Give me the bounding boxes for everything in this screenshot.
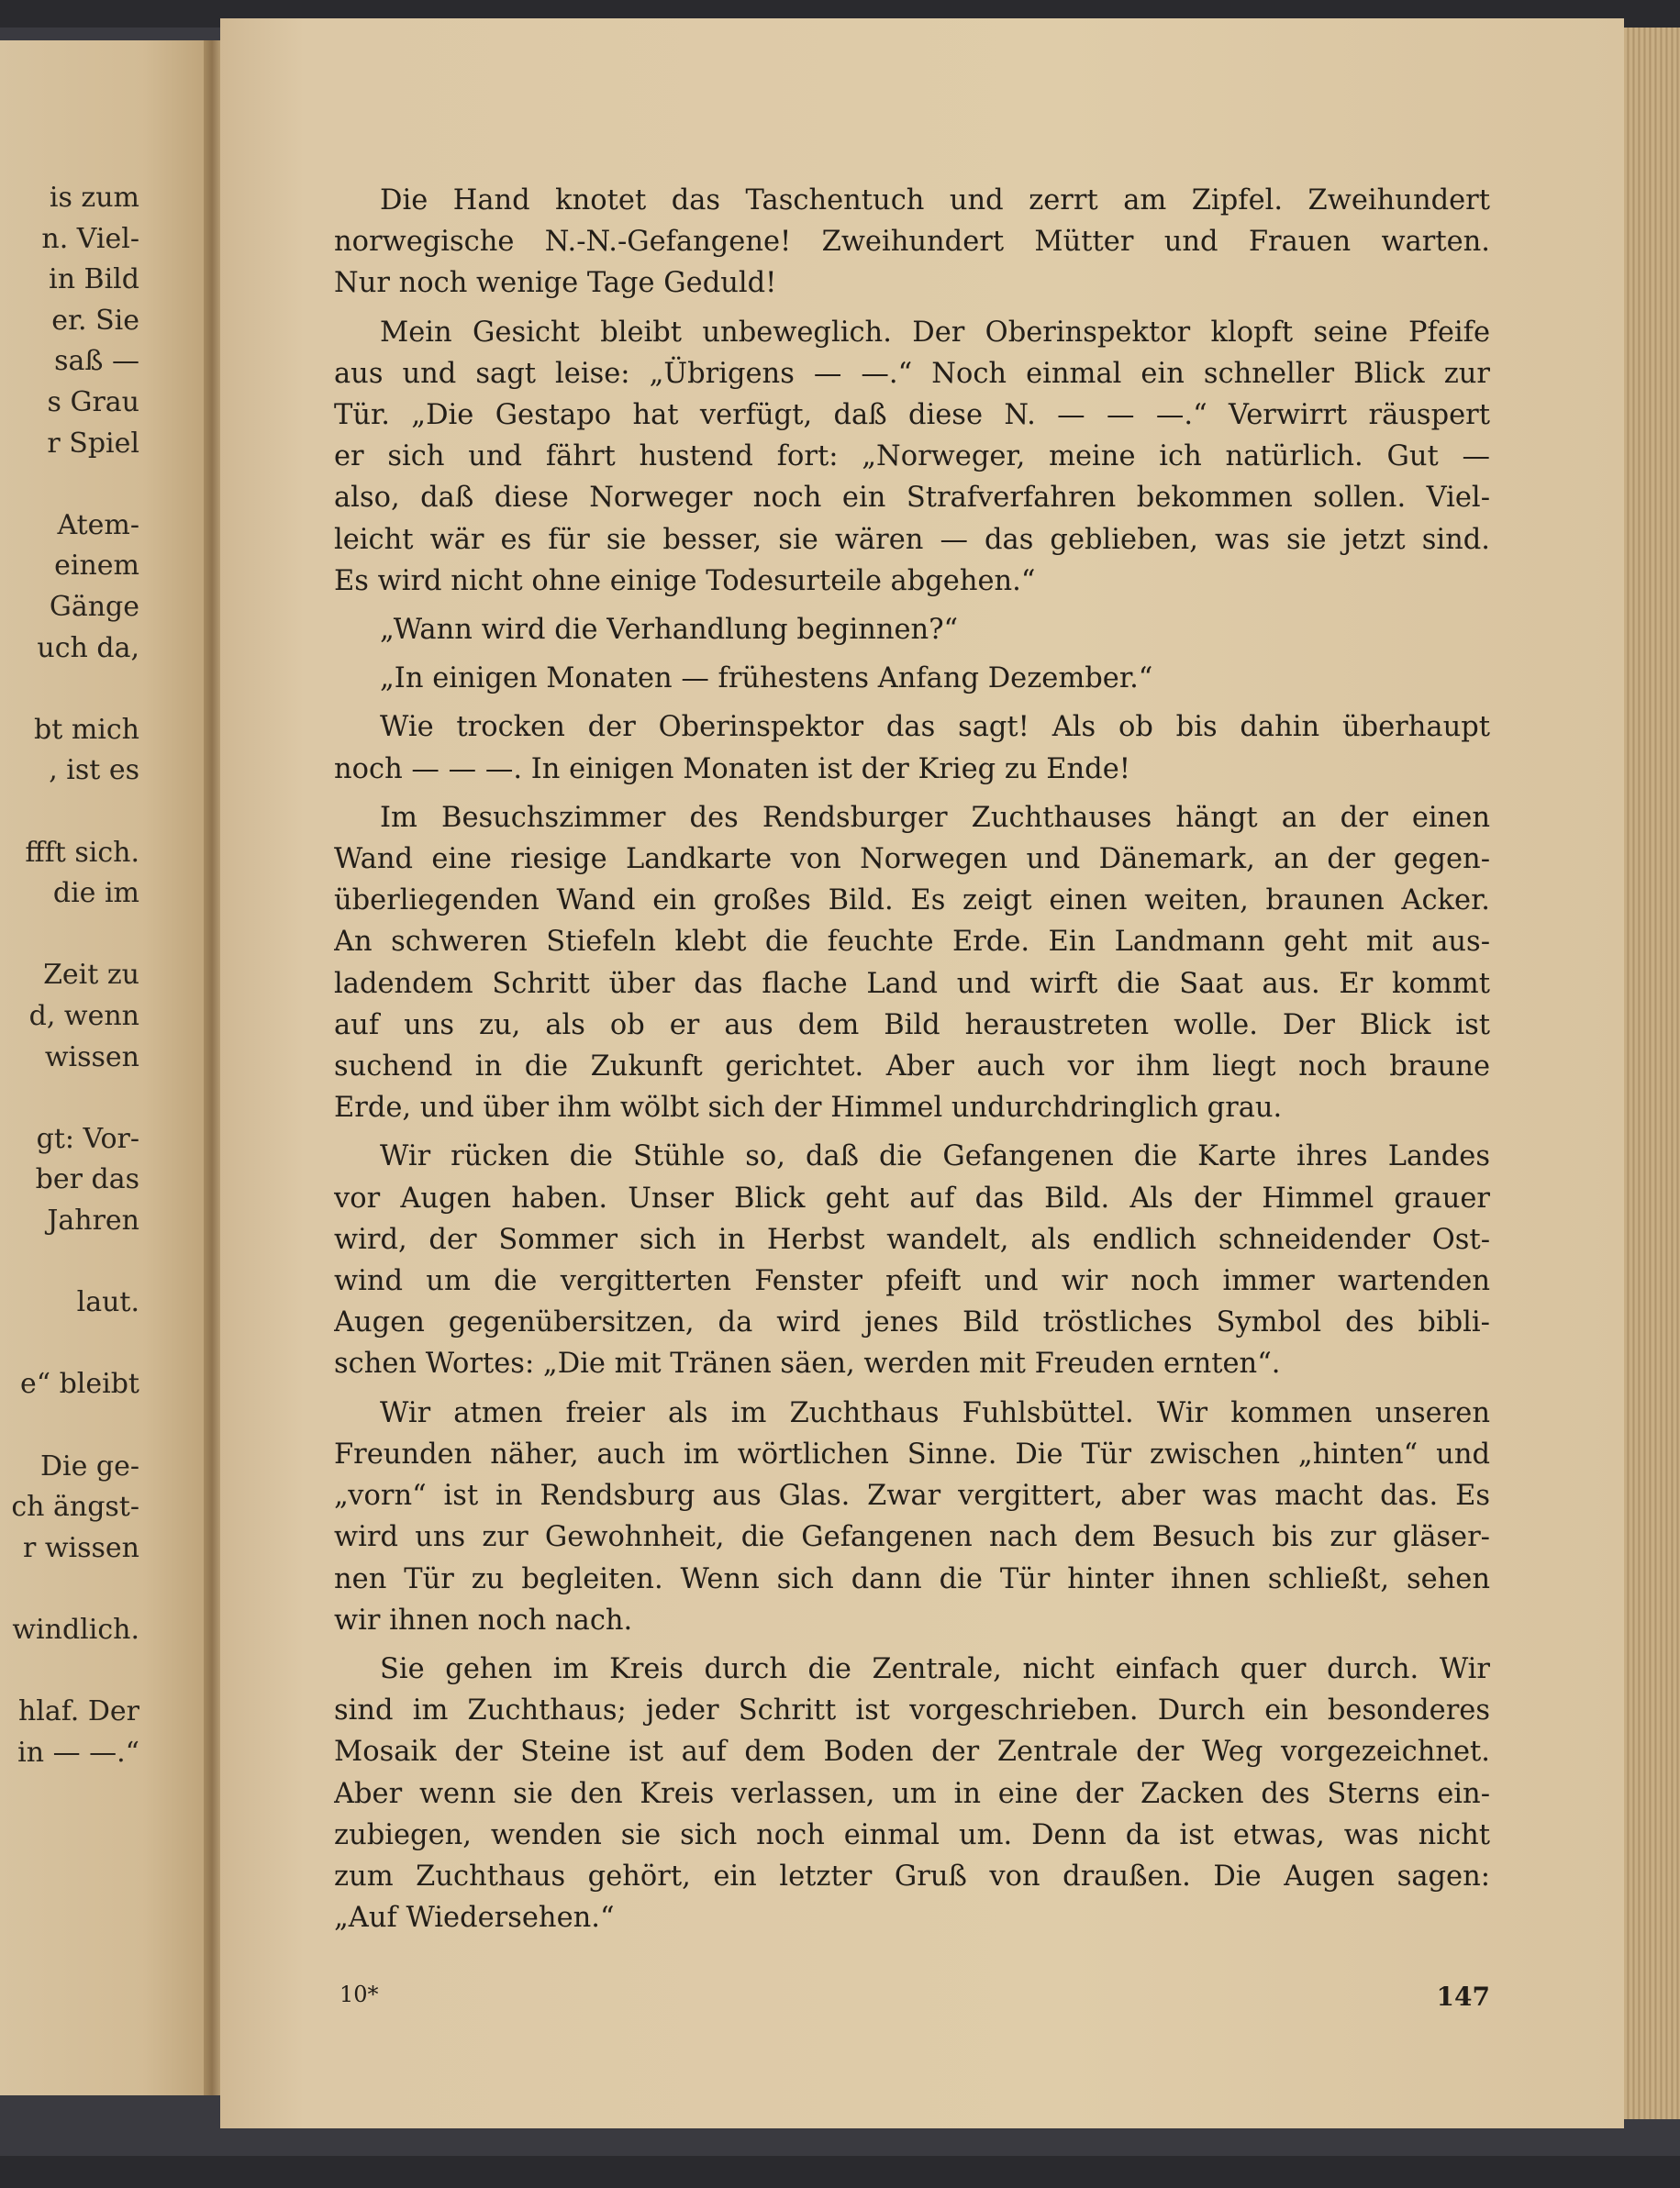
text-line: zum Zuchthaus gehört, ein letzter Gruß von draußen. Die Augen sagen: [334, 1860, 1490, 1893]
text-line: noch — — —. In einigen Monaten ist der Krieg zu Ende! [334, 752, 1131, 785]
text-line: schen Wortes: „Die mit Tränen säen, werden mit Freuden ernten“. [334, 1348, 1281, 1381]
left-page-line: bt mich [34, 713, 139, 746]
text-line: Nur noch wenige Tage Geduld! [334, 267, 777, 300]
page-number: 147 [1436, 1982, 1490, 2012]
left-page-line: d, wenn [28, 1000, 139, 1032]
left-page-line: ber das [35, 1163, 139, 1196]
text-line: wind um die vergitterten Fenster pfeift und wir noch immer wartenden [334, 1265, 1490, 1298]
paragraph [334, 1393, 1490, 1641]
left-page-line: einem [54, 550, 139, 583]
page-text [334, 180, 1490, 1946]
page-edges [1624, 28, 1680, 2119]
text-line: Wand eine riesige Landkarte von Norwegen und Dänemark, an der gegen- [334, 843, 1490, 876]
left-page-line: er. Sie [51, 304, 139, 337]
text-line: Es wird nicht ohne einige Todesurteile abgehen.“ [334, 564, 1036, 597]
left-page-line: laut. [76, 1286, 139, 1319]
paragraph [334, 1649, 1490, 1938]
left-page-line: e“ bleibt [19, 1368, 139, 1401]
left-page-line: uch da, [37, 631, 139, 664]
left-page-line: Atem- [57, 508, 139, 541]
left-page-line: s Grau [47, 386, 139, 418]
paragraph [334, 180, 1490, 305]
paragraph [334, 706, 1490, 789]
paragraph [334, 312, 1490, 602]
text-line: Aber wenn sie den Kreis verlassen, um in eine der Zacken des Sterns ein- [334, 1777, 1490, 1810]
left-page-line: Die ge- [39, 1449, 139, 1483]
text-line: Wir atmen freier als im Zuchthaus Fuhlsbüttel. Wir kommen unseren [380, 1396, 1490, 1429]
text-line: Im Besuchszimmer des Rendsburger Zuchthauses hängt an der einen [380, 801, 1490, 834]
text-line: wird, der Sommer sich in Herbst wandelt, als endlich schneidender Ost- [334, 1223, 1490, 1256]
text-line: „Auf Wiedersehen.“ [334, 1902, 615, 1935]
text-line: ladendem Schritt über das flache Land und wirft die Saat aus. Er kommt [334, 967, 1490, 1000]
text-line: Mosaik der Steine ist auf dem Boden der Zentrale der Weg vorgezeichnet. [334, 1736, 1490, 1769]
paragraph [334, 609, 1490, 650]
text-line: suchend in die Zukunft gerichtet. Aber auch vor ihm liegt noch braune [334, 1050, 1490, 1083]
text-line: Wir rücken die Stühle so, daß die Gefangenen die Karte ihres Landes [380, 1140, 1490, 1173]
left-page-line: is zum [49, 182, 139, 214]
text-line: nen Tür zu begleiten. Wenn sich dann die Tür hinter ihnen schließt, sehen [334, 1562, 1490, 1595]
text-line: auf uns zu, als ob er aus dem Bild heraustreten wolle. Der Blick ist [334, 1008, 1490, 1041]
text-line: Wie trocken der Oberinspektor das sagt! Als ob bis dahin überhaupt [380, 711, 1490, 744]
signature-mark: 10* [339, 1982, 379, 2007]
text-line: also, daß diese Norweger noch ein Strafverfahren bekommen sollen. Viel- [334, 482, 1490, 515]
left-page-line: hlaf. Der [17, 1695, 139, 1728]
text-line: norwegische N.-N.-Gefangene! Zweihundert Mütter und Frauen warten. [334, 226, 1490, 259]
left-page-line: saß — [54, 345, 139, 378]
text-line: überliegenden Wand ein großes Bild. Es zeigt einen weiten, braunen Acker. [334, 884, 1490, 917]
text-line: „vorn“ ist in Rendsburg aus Glas. Zwar vergittert, aber was macht das. Es [334, 1480, 1490, 1513]
left-page [0, 40, 204, 2095]
left-page-line: wissen [44, 1040, 139, 1073]
text-line: wir ihnen noch nach. [334, 1604, 633, 1637]
text-line: Erde, und über ihm wölbt sich der Himmel undurchdringlich grau. [334, 1092, 1283, 1125]
text-line: Die Hand knotet das Taschentuch und zerrt am Zipfel. Zweihundert [380, 184, 1490, 217]
left-page-line: in Bild [49, 263, 139, 296]
left-page-line: Jahren [47, 1205, 139, 1237]
text-line: Tür. „Die Gestapo hat verfügt, daß diese N. — — —.“ Verwirrt räuspert [334, 399, 1490, 432]
text-line: „In einigen Monaten — frühestens Anfang Dezember.“ [380, 662, 1153, 695]
left-page-line: in — —.“ [17, 1736, 139, 1769]
left-page-line: , ist es [49, 754, 139, 787]
paragraph [334, 797, 1490, 1129]
text-line: aus und sagt leise: „Übrigens — —.“ Noch einmal ein schneller Blick zur [334, 357, 1490, 390]
left-page-line: windlich. [12, 1614, 139, 1646]
text-line: „Wann wird die Verhandlung beginnen?“ [380, 614, 959, 647]
text-line: zubiegen, wenden sie sich noch einmal um. Denn da ist etwas, was nicht [334, 1818, 1490, 1851]
left-page-line: ch ängst- [11, 1491, 139, 1524]
text-line: An schweren Stiefeln klebt die feuchte Erde. Ein Landmann geht mit aus- [334, 926, 1490, 959]
paragraph [334, 658, 1490, 699]
paragraph [334, 1136, 1490, 1384]
text-line: vor Augen haben. Unser Blick geht auf das Bild. Als der Himmel grauer [334, 1182, 1490, 1215]
left-page-line: die im [52, 877, 139, 910]
left-page-line: n. Viel- [41, 222, 139, 255]
book-gutter [204, 40, 220, 2095]
text-line: sind im Zuchthaus; jeder Schritt ist vorgeschrieben. Durch ein besonderes [334, 1694, 1490, 1727]
left-page-line: Zeit zu [43, 959, 139, 992]
text-line: Mein Gesicht bleibt unbeweglich. Der Oberinspektor klopft seine Pfeife [380, 316, 1490, 349]
text-line: Freunden näher, auch im wörtlichen Sinne. Die Tür zwischen „hinten“ und [334, 1438, 1490, 1471]
left-page-line: r Spiel [47, 427, 139, 460]
text-line: wird uns zur Gewohnheit, die Gefangenen nach dem Besuch bis zur gläser- [334, 1521, 1490, 1554]
left-page-line: ffft sich. [25, 836, 139, 869]
text-line: leicht wär es für sie besser, sie wären — das geblieben, was sie jetzt sind. [334, 523, 1490, 556]
text-line: Sie gehen im Kreis durch die Zentrale, nicht einfach quer durch. Wir [380, 1652, 1490, 1685]
left-page-line: Gänge [49, 591, 139, 623]
left-page-line: r wissen [22, 1531, 139, 1564]
left-page-line: gt: Vor- [36, 1122, 139, 1155]
text-line: Augen gegenübersitzen, da wird jenes Bild tröstliches Symbol des bibli- [334, 1306, 1490, 1339]
text-line: er sich und fährt hustend fort: „Norweger, meine ich natürlich. Gut — [334, 440, 1490, 473]
